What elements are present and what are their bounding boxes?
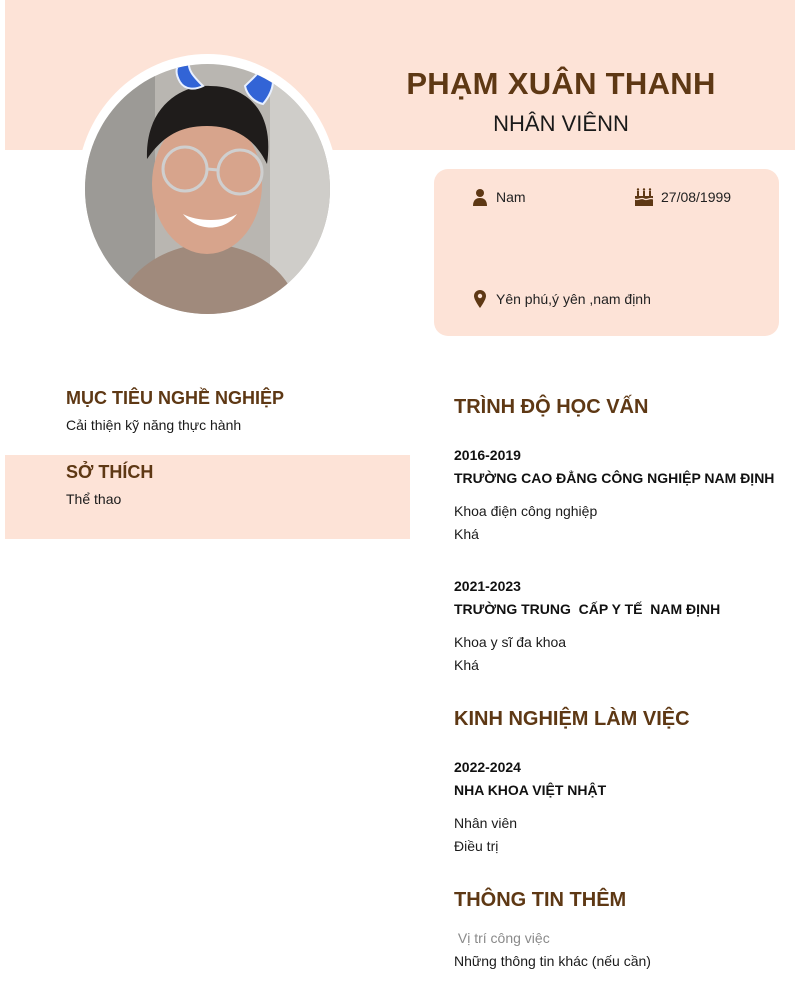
education-school: TRƯỜNG TRUNG CẤP Y TẾ NAM ĐỊNH — [454, 601, 721, 617]
objective-heading: MỤC TIÊU NGHỀ NGHIỆP — [66, 388, 285, 408]
education-title: TRÌNH ĐỘ HỌC VẤN — [454, 396, 649, 418]
education-grade: Khá — [454, 657, 479, 673]
extra-text: Những thông tin khác (nếu cần) — [454, 953, 651, 969]
education-years: 2016-2019 — [454, 447, 521, 463]
education-grade: Khá — [454, 526, 479, 542]
address-value: Yên phú,ý yên ,nam định — [496, 291, 651, 307]
experience-duty: Điều trị — [454, 838, 499, 854]
job-title: NHÂN VIÊNN — [493, 111, 629, 136]
avatar — [85, 64, 330, 314]
hobbies-heading: SỞ THÍCH — [66, 462, 154, 482]
gender-item — [472, 188, 526, 206]
extra-placeholder: Vị trí công việc — [454, 930, 550, 946]
education-heading — [454, 396, 648, 419]
education-major: Khoa y sĩ đa khoa — [454, 634, 567, 650]
objective-section — [66, 388, 284, 433]
birthday-cake-icon — [635, 188, 653, 206]
education-entry — [454, 578, 720, 673]
hobbies-section — [66, 462, 153, 507]
experience-entry — [454, 759, 606, 854]
experience-company: NHA KHOA VIỆT NHẬT — [454, 782, 607, 798]
experience-title: KINH NGHIỆM LÀM VIỆC — [454, 708, 690, 730]
personal-info-box — [434, 169, 779, 336]
education-major: Khoa điện công nghiệp — [454, 503, 598, 519]
extra-heading — [454, 889, 626, 912]
experience-years: 2022-2024 — [454, 759, 521, 775]
gender-value: Nam — [496, 189, 526, 205]
education-years: 2021-2023 — [454, 578, 521, 594]
experience-position: Nhân viên — [454, 815, 518, 831]
extra-title: THÔNG TIN THÊM — [454, 889, 627, 911]
experience-heading — [454, 708, 690, 731]
education-entry — [454, 447, 774, 542]
hobbies-text: Thể thao — [66, 491, 122, 507]
birthdate-value: 27/08/1999 — [661, 189, 732, 205]
address-item — [474, 290, 651, 308]
education-school: TRƯỜNG CAO ĐẲNG CÔNG NGHIỆP NAM ĐỊNH — [454, 470, 775, 486]
user-icon — [472, 188, 488, 206]
map-marker-icon — [474, 290, 486, 308]
birthdate-item — [635, 188, 731, 206]
objective-text: Cải thiện kỹ năng thực hành — [66, 417, 242, 433]
extra-section — [454, 930, 651, 969]
candidate-name: PHẠM XUÂN THANH — [406, 66, 716, 101]
